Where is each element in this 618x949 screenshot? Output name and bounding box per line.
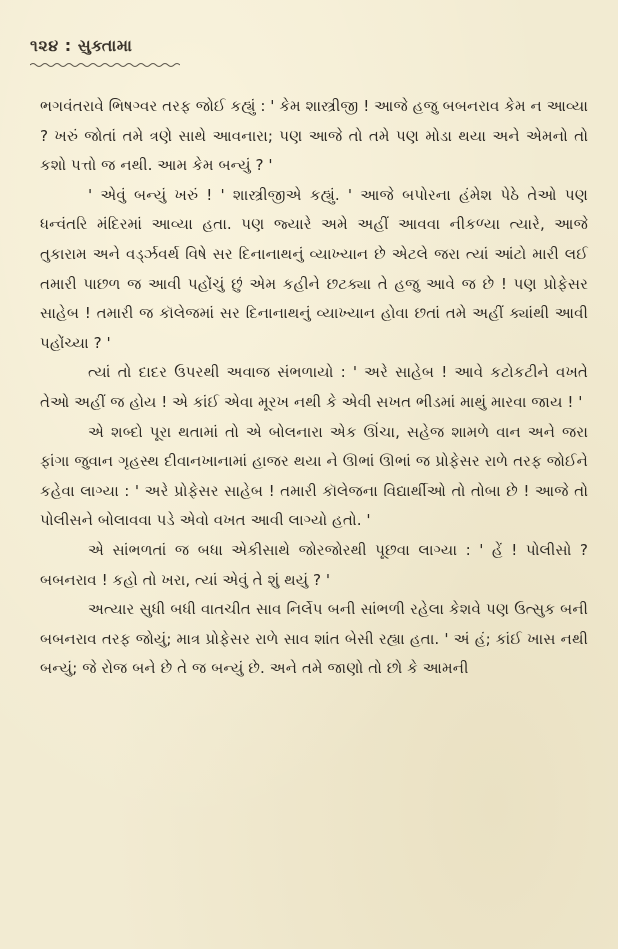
- paragraph: એ શબ્દો પૂરા થતામાં તો એ બોલનારા એક ઊંચા, સહેજ શામળે વાન અને જરા ફાંગા જુવાન ગૃહસ્થ દીવાનખાનામાં હાજર થયા ને ઊભાં ઊભાં જ પ્રોફેસર રાળે તરફ જોઈને કહેવા લાગ્યા : ' અરે પ્રોફેસર સાહેબ ! તમારી કૉલેજના વિદ્યાર્થીઓ તો તોબા છે ! આજે તો પોલીસને બોલાવવા પડે એવો વખત આવી લાગ્યો હતો. ': [40, 422, 588, 530]
- body-text: [40, 92, 588, 684]
- paragraph: એ સાંભળતાં જ બધા એકીસાથે જોરજોરથી પૂછવા લાગ્યા : ' હેં ! પોલીસો ? બબનરાવ ! કહો તો ખરા, ત્યાં એવું તે શું થયું ? ': [40, 540, 588, 589]
- header-wavy-underline: [30, 62, 180, 68]
- paragraph: ત્યાં તો દાદર ઉપરથી અવાજ સંભળાયો : ' અરે સાહેબ ! આવે કટોકટીને વખતે તેઓ અહીં જ હોય ! એ કાંઈ એવા મૂરખ નથી કે એવી સખત ભીડમાં માથું મારવા જાય ! ': [40, 363, 588, 411]
- paragraph: અત્યાર સુધી બધી વાતચીત સાવ નિર્લેપ બની સાંભળી રહેલા કેશવે પણ ઉત્સુક બની બબનરાવ તરફ જોયું; માત્ર પ્રોફેસર રાળે સાવ શાંત બેસી રહ્યા હતા. ' અં હં; કાંઈ ખાસ નથી બન્યું; જે રોજ બને છે તે જ બન્યું છે. અને તમે જાણો તો છો કે આમની: [40, 600, 588, 678]
- paragraph: ભગવંતરાવે ભિષગ્વર તરફ જોઈ કહ્યું : ' કેમ શાસ્ત્રીજી ! આજે હજુ બબનરાવ કેમ ન આવ્યા ? ખરું જોતાં તમે ત્રણે સાથે આવનારા; પણ આજે તો તમે પણ મોડા થયા અને એમનો તો કશો પત્તો જ નથી. આમ કેમ બન્યું ? ': [40, 97, 588, 175]
- paragraph: ' એવું બન્યું ખરું ! ' શાસ્ત્રીજીએ કહ્યું. ' આજે બપોરના હંમેશ પેઠે તેઓ પણ ધન્વંતરિ મંદિરમાં આવ્યા હતા. પણ જ્યારે અમે અહીં આવવા નીકળ્યા ત્યારે, આજે તુકારામ અને વર્ડ્ઝવર્થ વિષે સર દિનાનાથનું વ્યાખ્યાન છે એટલે જરા ત્યાં આંટો મારી લઈ તમારી પાછળ જ આવી પહોંચું છું એમ કહીને છટક્યા તે હજુ આવે જ છે ! પણ પ્રોફેસર સાહેબ ! તમારી જ કૉલેજમાં સર દિનાનાથનું વ્યાખ્યાન હોવા છતાં તમે અહીં ક્યાંથી આવી પહોંચ્યા ? ': [40, 185, 588, 352]
- page-header: ૧૨૪ : સુક્તામા: [30, 36, 133, 55]
